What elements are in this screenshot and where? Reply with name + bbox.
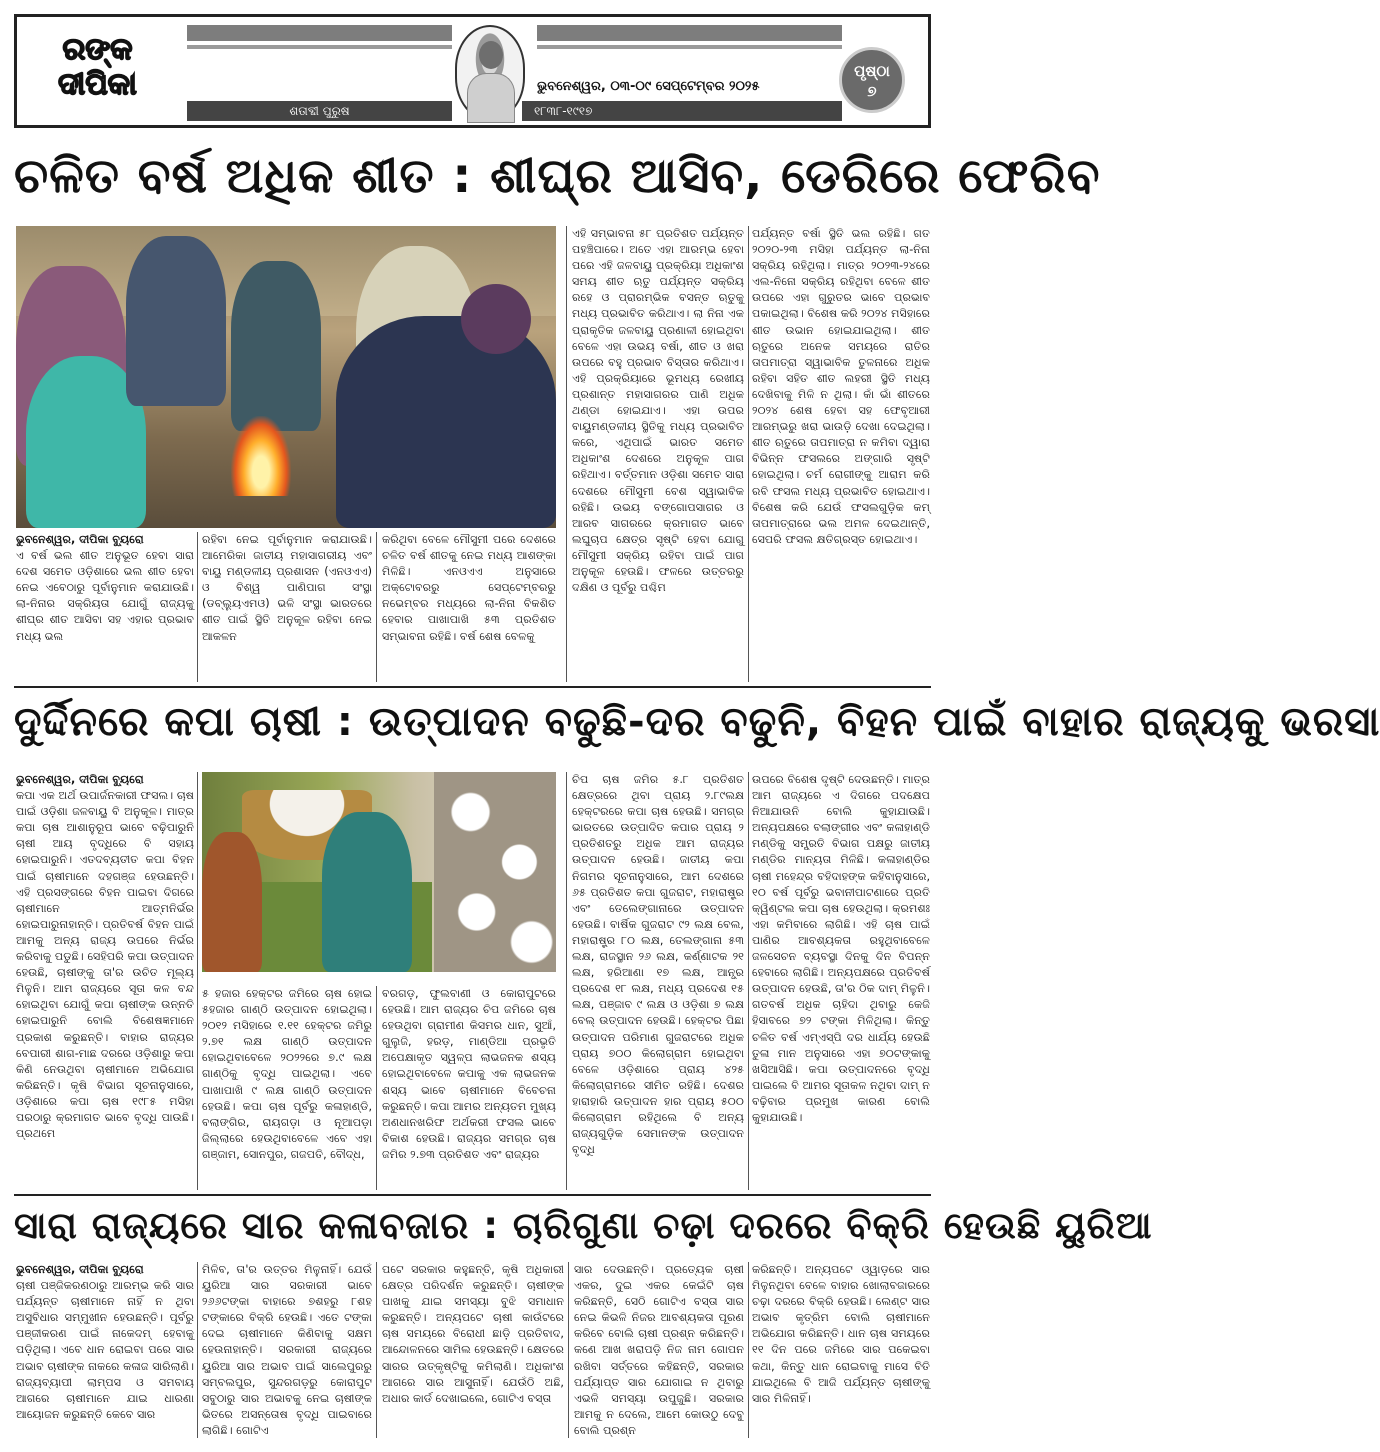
article-column (572, 226, 744, 682)
article-paragraph: ଉପରେ ବିଶେଷ ଦୃଷ୍ଟି ଦେଉଛନ୍ତି। ମାତ୍ର ଆମ ରାଜ୍ୟରେ ଏ ଦିଗରେ ପଦକ୍ଷେପ ନିଆଯାଉନି ବୋଲି କୁହାଯାଉଛି। ଅନ୍ୟପକ୍ଷରେ ବଲାଙ୍ଗୀର ଏବଂ କଳାହାଣ୍ଡି ମଣ୍ଡିକୁ ସମ୍ପ୍ରତି ବିଭାଗ ପକ୍ଷରୁ ଜାତୀୟ ମଣ୍ଡିର ମାନ୍ୟତା ମିଳିଛି। କଳାହାଣ୍ଡିର ଚାଷୀ ମହେନ୍ଦ୍ର ବହିଦାହଙ୍କ କହିବାନୁସାରେ, ୧୦ ବର୍ଷ ପୂର୍ବରୁ ଭବାନୀପାଟଣାରେ ପ୍ରତି କ୍ୱିଣ୍ଟଲ କପା ଚାଷ ହେଉଥିଲା। କ୍ରମଶଃ ଏହା କମିବାରେ ଲାଗିଛି। ଏହି ଚାଷ ପାଇଁ ପାଣିର ଆବଶ୍ୟକତା ରହୁଥିବାବେଳେ ଜଳସେଚନ ବ୍ୟବସ୍ଥା ଦିନକୁ ଦିନ ବିପନ୍ନ ହେବାରେ ଲାଗିଛି। ଅନ୍ୟପକ୍ଷରେ ପ୍ରତିବର୍ଷ ଉତ୍ପାଦନ ହେଉଛି, ତା'ର ଠିକ ଦାମ୍ ମିଳୁନି। ଗତବର୍ଷ ଅଧିକ ଚାହିଦା ଥିବାରୁ କେଜି ହିସାବରେ ୭୨ ଟଙ୍କା ମିଳିଥିଲା। କିନ୍ତୁ ଚଳିତ ବର୍ଷ ଏମ୍ଏସ୍ପି ଦର ଧାର୍ଯ୍ୟ ହେଉଛି ତୁଳା ମାନ ଅନୁସାରେ ଏହା ୭୦ଟଙ୍କାକୁ ଖସିଆସିଛି। କପା ଉତ୍ପାଦନରେ ବୃଦ୍ଧି ପାଇଲେ ବି ଆମର ସୂତାକଳ ନଥିବା ଦାମ୍ ନ ବଢ଼ିବାର ପ୍ରମୁଖ କାରଣ ବୋଲି କୁହାଯାଉଛି। (752, 773, 930, 1124)
founder-caption: ଶତାବ୍ଦୀ ପୁରୁଷ (187, 101, 452, 121)
column-divider (748, 226, 749, 682)
article-paragraph: କରିଛନ୍ତି। ଅନ୍ୟପଟେ ଓ୍ୱାଡ଼ରେ ସାର ମିଳୁନଥିବା ବେଳେ ବାହାର ଖୋଲାବଜାରରେ ଚଢ଼ା ଦରରେ ବିକ୍ରି ହେଉଛି। ଲେଣ୍ଟ ସାର ଅଭାବ କୃତ୍ରିମ ବୋଲି ଚାଷୀମାନେ ଅଭିଯୋଗ କରିଛନ୍ତି। ଧାନ ଚାଷ ସମୟରେ ୧୧ ଦିନ ପରେ ଜମିରେ ସାର ପକେଇବା କଥା, କିନ୍ତୁ ଧାନ ରୋଇବାକୁ ମାସେ ବିତି ଯାଇଥିଲେ ବି ଆଜି ପର୍ଯ୍ୟନ୍ତ ଚାଷୀଙ୍କୁ ସାର ମିଳିନାହିଁ। (752, 1263, 930, 1405)
article-column (572, 772, 744, 1190)
column-divider (566, 226, 567, 682)
article-headline[interactable]: ଚଳିତ ବର୍ଷ ଅଧିକ ଶୀତ : ଶୀଘ୍ର ଆସିବ, ଡେରିରେ ଫେରିବ (14, 148, 1101, 204)
article-headline[interactable]: ଦୁର୍ଦ୍ଦିନରେ କପା ଚାଷୀ : ଉତ୍ପାଦନ ବଢୁଛି-ଦର ବଢୁନି, ବିହନ ପାଇଁ ବାହାର ରାଜ୍ୟକୁ ଭରସା (14, 699, 1380, 745)
decor-rule (187, 45, 452, 49)
column-divider (748, 772, 749, 1190)
article-paragraph: ମିଳିବ, ତା'ର ଉତ୍ତର ମିଳୁନାହିଁ। ଯେଉଁ ୟୁରିଆ ସାର ସରକାରୀ ଭାବେ ୨୬୬ଟଙ୍କା ବାହାରେ ୭ଶହରୁ ୮ଶହ ଟଙ୍କାରେ ବିକ୍ରି ହେଉଛି। ଏତେ ଟଙ୍କା ଦେଇ ଚାଷୀମାନେ କିଣିବାକୁ ସକ୍ଷମ ହେଉନାହାନ୍ତି। ସରକାରୀ ରାଜ୍ୟରେ ୟୁରିଆ ସାର ଅଭାବ ପାଇଁ ସାଲେପୁରରୁ ସମ୍ବଲପୁର, ସୁନ୍ଦରଗଡ଼ରୁ କୋରାପୁଟ ସବୁଠାରୁ ସାର ଅଭାବକୁ ନେଇ ଚାଷୀଙ୍କ ଭିତରେ ଅସନ୍ତୋଷ ବୃଦ୍ଧି ପାଇବାରେ ଲାଗିଛି। ଗୋଟିଏ (202, 1263, 372, 1437)
masthead (14, 14, 931, 128)
photo-boy (126, 236, 226, 406)
article-column (202, 1262, 372, 1438)
section-divider (14, 1194, 931, 1196)
article-column (752, 1262, 930, 1438)
logo-line-1: ରଙ୍କ (62, 32, 133, 67)
photo-cap (461, 284, 531, 354)
article-column (202, 532, 372, 682)
page-number: ୭ (867, 82, 877, 100)
decor-rule (537, 45, 842, 49)
logo-line-2: ଦୀପିକା (58, 66, 137, 102)
column-divider (197, 1262, 198, 1438)
article-column (16, 532, 194, 682)
article-paragraph: ପର୍ଯ୍ୟନ୍ତ ବର୍ଷା ସ୍ଥିତି ଭଲ ରହିଛି। ଗତ ୨୦୨୦-୨୩ ମସିହା ପର୍ଯ୍ୟନ୍ତ ଲା-ନିନା ସକ୍ରିୟ ରହିଥିଲା। ମାତ୍ର ୨୦୨୩-୨୪ରେ ଏଲ-ନିନୋ ସକ୍ରିୟ ରହିଥିବା ବେଳେ ଶୀତ ଉପରେ ଏହା ଗୁରୁତର ଭାବେ ପ୍ରଭାବ ପକାଇଥିଲା। ବିଶେଷ କରି ୨୦୨୪ ମସିହାରେ ଶୀତ ଉଭାନ ହୋଇଯାଇଥିଲା। ଶୀତ ଋତୁରେ ଅନେକ ସମୟରେ ରାତିର ତାପମାତ୍ରା ସ୍ୱାଭାବିକ ତୁଳନାରେ ଅଧିକ ରହିବା ସହିତ ଶୀତ ଲହରୀ ସ୍ଥିତି ମଧ୍ୟ ଦେଖିବାକୁ ମିଳି ନ ଥିଲା। କାଁ ଭାଁ ଶୀତରେ ୨୦୨୪ ଶେଷ ହେବା ସହ ଫେବୃଆରୀ ଆରମ୍ଭରୁ ଖରା ଭାଉଡ଼ି ଦେଖା ଦେଇଥିଲା। ଶୀତ ଋତୁରେ ତାପମାତ୍ରା ନ କମିବା ଦ୍ୱାରା ବିଭିନ୍ନ ଫସଲରେ ଅଙ୍ଗାରି ସୃଷ୍ଟି ହୋଇଥିଲା। ଚର୍ମ ରୋଗୀଙ୍କୁ ଆରାମ କରି ରବି ଫସଲ ମଧ୍ୟ ପ୍ରଭାବିତ ହୋଇଥାଏ। ବିଶେଷ କରି ଯେଉଁ ଫସଲଗୁଡ଼ିକ କମ୍ ତାପମାତ୍ରାରେ ଭଲ ଅମଳ ଦେଇଥାନ୍ତି, ସେପରି ଫସଲ କ୍ଷତିଗ୍ରସ୍ତ ହୋଇଥାଏ। (752, 227, 930, 546)
dateline: ଭୁବନେଶ୍ୱର, ୦୩-୦୯ ସେପ୍ଟେମ୍ବର ୨୦୨୫ (537, 79, 760, 94)
column-divider (568, 1262, 569, 1438)
founder-years: ୧୮୩୮-୧୯୧୭ (522, 101, 842, 121)
column-divider (197, 772, 198, 1190)
column-divider (748, 1262, 749, 1438)
article-column (16, 1262, 194, 1438)
article-paragraph: କରିଥିବା ବେଳେ ମୌସୁମୀ ପରେ ଦେଶରେ ଚଳିତ ବର୍ଷ ଶୀତକୁ ନେଇ ମଧ୍ୟ ଆଶଙ୍କା ମିଳିଛି। ଏନଓଏଏ ଅନୁସାରେ ଅକ୍ଟୋବରରୁ ସେପ୍ଟେମ୍ବରରୁ ନଭେମ୍ବର ମଧ୍ୟରେ ଲା-ନିନା ବିକଶିତ ହେବାର ପାଖାପାଖି ୫୩ ପ୍ରତିଶତ ସମ୍ଭାବନା ରହିଛି। ବର୍ଷ ଶେଷ ବେଳକୁ (382, 533, 556, 643)
portrait-body-shape (467, 73, 515, 123)
article-column (382, 986, 556, 1190)
article-byline: ଭୁବନେଶ୍ୱର, ଦୀପିକା ବ୍ୟୁରୋ (16, 1263, 144, 1276)
photo-man (336, 316, 556, 528)
article-paragraph: ଏହି ସମ୍ଭାବନା ୫୮ ପ୍ରତିଶତ ପର୍ଯ୍ୟନ୍ତ ପହଞ୍ଚିପାରେ। ଅତେ ଏହା ଆରମ୍ଭ ହେବା ପରେ ଏହି ଜଳବାୟୁ ପ୍ରକ୍ରିୟା ଅଧିକାଂଶ ସମୟ ଶୀତ ଋତୁ ପର୍ଯ୍ୟନ୍ତ ସକ୍ରିୟ ରହେ ଓ ପ୍ରାରମ୍ଭିକ ବସନ୍ତ ଋତୁକୁ ମଧ୍ୟ ପ୍ରଭାବିତ କରିଥାଏ। ଲା ନିନା ଏକ ପ୍ରାକୃତିକ ଜଳବାୟୁ ପ୍ରଣାଳୀ ହୋଇଥିବା ବେଳେ ଏହା ଉଭୟ ବର୍ଷା, ଶୀତ ଓ ଖରା ଉପରେ ବହୁ ପ୍ରଭାବ ବିସ୍ତାର କରିଥାଏ। ଏହି ପ୍ରକ୍ରିୟାରେ ଭୂମଧ୍ୟ ରେଖୀୟ ପ୍ରଶାନ୍ତ ମହାସାଗରର ପାଣି ଅଧିକ ଥଣ୍ଡା ହୋଇଯାଏ। ଏହା ଉପର ବାୟୁମଣ୍ଡଳୀୟ ସ୍ଥିତିକୁ ମଧ୍ୟ ପ୍ରଭାବିତ କରେ, ଏଥିପାଇଁ ଭାରତ ସମେତ ଅଧିକାଂଶ ଦେଶରେ ଅନୁକୂଳ ପାଗ ରହିଥାଏ। ବର୍ତ୍ତମାନ ଓଡ଼ିଶା ସମେତ ସାରା ଦେଶରେ ମୌସୁମୀ ବେଶ ସ୍ୱାଭାବିକ ରହିଛି। ଉଭୟ ବଙ୍ଗୋପସାଗର ଓ ଆରବ ସାଗରରେ କ୍ରମାଗତ ଭାବେ ଲଘୁଚାପ କ୍ଷେତ୍ର ସୃଷ୍ଟି ହେବା ଯୋଗୁ ମୌସୁମୀ ସକ୍ରିୟ ରହିବା ପାଇଁ ପାଗ ଅନୁକୂଳ ହେଉଛି। ଫଳରେ ଉତ୍ତରରୁ ଦକ୍ଷିଣ ଓ ପୂର୍ବରୁ ପଶ୍ଚିମ (572, 227, 744, 595)
article-paragraph: ଚାଷୀ ପଞ୍ଜିକରଣଠାରୁ ଆରମ୍ଭ କରି ସାର ପର୍ଯ୍ୟନ୍ତ ଚାଷୀମାନେ ନାହିଁ ନ ଥିବା ଅସୁବିଧାର ସମ୍ମୁଖୀନ ହେଉଛନ୍ତି। ପୂର୍ବରୁ ପଞ୍ଜୀକରଣ ପାଇଁ ନାକେଦମ୍ ହେବାକୁ ପଡ଼ିଥିଲା। ଏବେ ଧାନ ରୋଇବା ପରେ ସାର ଅଭାବ ଚାଷୀଙ୍କ ନାକରେ କଳାଜ ସାରିଲାଣି। ରାଜ୍ୟବ୍ୟାପୀ ଲାମ୍ପସ ଓ ସମବାୟ ଆଗରେ ଚାଷୀମାନେ ଯାଇ ଧାରଣା ଆୟୋଜନ କରୁଛନ୍ତି କେବେ ସାର (16, 1279, 194, 1421)
page-number-badge (839, 47, 905, 113)
photo-cotton-bolls (434, 772, 556, 972)
article-column (382, 532, 556, 682)
column-divider (376, 1262, 377, 1438)
founder-portrait-image (455, 25, 525, 121)
article-paragraph: ରହିବା ନେଇ ପୂର୍ବାନୁମାନ କରାଯାଉଛି। ଆମେରିକା ଜାତୀୟ ମହାସାଗରୀୟ ଏବଂ ବାୟୁ ମଣ୍ଡଳୀୟ ପ୍ରଶାସନ (ଏନଓଏଏ) ଓ ବିଶ୍ୱ ପାଣିପାଗ ସଂସ୍ଥା (ଡବ୍ଲ୍ୟୁଏମଓ) ଭଳି ସଂସ୍ଥା ଭାରତରେ ଶୀତ ପାଇଁ ସ୍ଥିତି ଅନୁକୂଳ ରହିବା ନେଇ ଆକଳନ (202, 533, 372, 643)
column-divider (197, 532, 198, 682)
article-paragraph: କପା ଏକ ଅର୍ଥ ଉପାର୍ଜନକାରୀ ଫସଲ। ଚାଷ ପାଇଁ ଓଡ଼ିଶା ଜଳବାୟୁ ବି ଅନୁକୂଳ। ମାତ୍ର କପା ଚାଷ ଆଶାନୁରୂପ ଭାବେ ବଢ଼ିପାରୁନି ଚାଷୀ ଆୟ ବୃଦ୍ଧିରେ ବି ସହାୟ ହୋଇପାରୁନି। ଏତଦବ୍ୟତୀତ କପା ବିହନ ପାଇଁ ଚାଷୀମାନେ ଦହଗଞ୍ଜ ହେଉଛନ୍ତି। ଏହି ପ୍ରସଙ୍ଗରେ ବିହନ ପାଇବା ଦିଗରେ ଚାଷୀମାନେ ଆତ୍ମନିର୍ଭର ହୋଇପାରୁନାହାନ୍ତି। ପ୍ରତିବର୍ଷ ବିହନ ପାଇଁ ଆମକୁ ଅନ୍ୟ ରାଜ୍ୟ ଉପରେ ନିର୍ଭର କରିବାକୁ ପଡୁଛି। ସେହିପରି କପା ଉତ୍ପାଦନ ହେଉଛି, ଚାଷୀଙ୍କୁ ତା'ର ଉଚିତ ମୂଲ୍ୟ ମିଳୁନି। ଆମ ରାଜ୍ୟରେ ସୂତା କଳ ବନ୍ଦ ହୋଇଥିବା ଯୋଗୁଁ କପା ଚାଷୀଙ୍କ ଉନ୍ନତି ହୋଇପାରୁନି ବୋଲି ବିଶେଷଜ୍ଞମାନେ ପ୍ରକାଶ କରୁଛନ୍ତି। ବାହାର ରାଜ୍ୟର ବେପାରୀ ଶାଗ-ମାଛ ଦରରେ ଓଡ଼ିଶାରୁ କପା କିଣି ନେଉଥିବା ଚାଷୀମାନେ ଅଭିଯୋଗ କରିଛନ୍ତି। କୃଷି ବିଭାଗ ସୂଚନାନୁସାରେ, ଓଡ଼ିଶାରେ କପା ଚାଷ ୧୯୮୫ ମସିହା ପରଠାରୁ କ୍ରମାଗତ ଭାବେ ବୃଦ୍ଧି ପାଉଛି। ପ୍ରଥମେ (16, 789, 194, 1141)
article-paragraph: ବରଗଡ଼, ଫୁଲବାଣୀ ଓ କୋରାପୁଟରେ ହେଉଛି। ଆମ ରାଜ୍ୟର ଚିପ ଜମିରେ ଚାଷ ହେଉଥିବା ଗ୍ରାମୀଣ କିସମର ଧାନ, ସୁଆଁ, ଗୁଲୁଜି, ହରଡ଼, ମାଣ୍ଡିଆ ପ୍ରଭୃତି ଅପେକ୍ଷାକୃତ ସ୍ୱଳ୍ପ ଲାଭଜନକ ଶସ୍ୟ ହୋଇଥିବାବେଳେ କପାକୁ ଏକ ଲାଭଜନକ ଶସ୍ୟ ଭାବେ ଚାଷୀମାନେ ବିବେଚନା କରୁଛନ୍ତି। କପା ଆମର ଅନ୍ୟତମ ମୁଖ୍ୟ ଅଣଧାନଖରିଫ ଅର୍ଥକରୀ ଫସଲ ଭାବେ ବିକାଶ ହେଉଛି। ରାଜ୍ୟର ସମଗ୍ର ଚାଷ ଜମିର ୨.୭୩ ପ୍ରତିଶତ ଏବଂ ରାଜ୍ୟର (382, 987, 556, 1161)
decor-bar (537, 25, 842, 41)
article-paragraph: ପଟେ ସରକାର କହୁଛନ୍ତି, କୃଷି ଅଧିକାରୀ କ୍ଷେତ୍ର ପରିଦର୍ଶନ କରୁଛନ୍ତି। ଚାଷୀଙ୍କ ପାଖକୁ ଯାଇ ସମସ୍ୟା ବୁଝି ସମାଧାନ କରୁଛନ୍ତି। ଅନ୍ୟପଟେ ଚାଷୀ କାଉଁଟରେ ଚାଷ ସମୟରେ ବିରୋଧୀ ଛାଡ଼ି ପ୍ରତିବାଦ, ଆନ୍ଦୋଳନରେ ସାମିଲ ହେଉଛନ୍ତି। କ୍ଷେତରେ ସାରର ଉତ୍କୃଷ୍ଟିକୁ କମିଲାଣି। ଅଧିକାଂଶ ଆଗରେ ସାର ଆସୁନାହିଁ। ଯେଉଁଠି ଅଛି, ଅଧାର କାର୍ଡ ଦେଖାଇଲେ, ଗୋଟିଏ ବସ୍ତା (382, 1263, 564, 1405)
article-byline: ଭୁବନେଶ୍ୱର, ଦୀପିକା ବ୍ୟୁରୋ (16, 533, 144, 546)
column-divider (376, 986, 377, 1190)
article-photo-cotton-harvest[interactable] (202, 772, 556, 972)
photo-fire (231, 416, 291, 496)
article-column (752, 772, 930, 1190)
article-paragraph: ସାର ଦେଉଛନ୍ତି। ପ୍ରତ୍ୟେକ ଚାଷୀ ଏକର, ଦୁଇ ଏକର କେଇଁଟି ଚାଷ କରିଛନ୍ତି, ସେଠି ଗୋଟିଏ ବସ୍ତା ସାର ନେଇ କିଭଳି ନିଜର ଆବଶ୍ୟକତା ପୂରଣ କରିବେ ବୋଲି ଚାଷୀ ପ୍ରଶ୍ନ କରିଛନ୍ତି। କଣେ ଆଖ ଖରାପଡ଼ି ନିଜ ନାମ ଗୋପନ ରଖିବା ସର୍ତ୍ତରେ କହିଛନ୍ତି, ସରକାର ପର୍ଯ୍ୟାପ୍ତ ସାର ଯୋଗାଇ ନ ଥିବାରୁ ଏଭଳି ସମସ୍ୟା ଉପୁଜୁଛି। ସରକାର ଆମକୁ ନ ଦେଲେ, ଆମେ କୋଉଠୁ ଦେବୁ ବୋଲି ପ୍ରଶ୍ନ (574, 1263, 744, 1437)
photo-man (322, 812, 412, 972)
newspaper-logo[interactable] (25, 27, 170, 117)
column-divider (566, 772, 567, 1190)
article-paragraph: ଚିପ ଚାଷ ଜମିର ୫.୮ ପ୍ରତିଶତ କ୍ଷେତ୍ରରେ ଥିବା ପ୍ରାୟ ୨.୮୯ଲକ୍ଷ ହେକ୍ଟରରେ କପା ଚାଷ ହେଉଛି। ସମଗ୍ର ଭାରତରେ ଉତ୍ପାଦିତ କପାର ପ୍ରାୟ ୨ ପ୍ରତିଶତରୁ ଅଧିକ ଆମ ରାଜ୍ୟର ଉତ୍ପାଦନ ହେଉଛି। ଜାତୀୟ କପା ନିଗମର ସୂଚନାନୁସାରେ, ଆମ ଦେଶରେ ୬୫ ପ୍ରତିଶତ କପା ଗୁଜରାଟ, ମହାରାଷ୍ଟ୍ର ଏବଂ ତେଲେଙ୍ଗାନାରେ ଉତ୍ପାଦନ ହେଉଛି। ବାର୍ଷିକ ଗୁଜରାଟ ୯୨ ଲକ୍ଷ ବେଲ, ମହାରାଷ୍ଟ୍ର ୮୦ ଲକ୍ଷ, ତେଲଙ୍ଗାନା ୫୩ ଲକ୍ଷ, ରାଜସ୍ଥାନ ୨୬ ଲକ୍ଷ, କର୍ଣ୍ଣାଟକ ୨୧ ଲକ୍ଷ, ହରିଆଣା ୧୭ ଲକ୍ଷ, ଆନ୍ଧ୍ର ପ୍ରଦେଶ ୧୮ ଲକ୍ଷ, ମଧ୍ୟ ପ୍ରଦେଶ ୧୫ ଲକ୍ଷ, ପଞ୍ଜାବ ୯ ଲକ୍ଷ ଓ ଓଡ଼ିଶା ୭ ଲକ୍ଷ ବେଲ୍ ଉତ୍ପାଦନ ହେଉଛି। ହେକ୍ଟର ପିଛା ଉତ୍ପାଦନ ପରିମାଣ ଗୁଜରାଟରେ ଅଧିକ ପ୍ରାୟ ୭୦୦ କିଲୋଗ୍ରାମ ହୋଇଥିବା ବେଳେ ଓଡ଼ିଶାରେ ପ୍ରାୟ ୪୨୫ କିଲୋଗ୍ରାମରେ ସୀମିତ ରହିଛି। ଦେଶର ହାରାହାରି ଉତ୍ପାଦନ ହାର ପ୍ରାୟ ୫୦୦ କିଲୋଗ୍ରାମ ରହିଥିଲେ ବି ଅନ୍ୟ ରାଜ୍ୟଗୁଡ଼ିକ ସେମାନଙ୍କ ଉତ୍ପାଦନ ବୃଦ୍ଧି (572, 773, 744, 1157)
article-column (574, 1262, 744, 1438)
article-column (16, 772, 194, 1190)
article-paragraph: ଏ ବର୍ଷ ଭଲ ଶୀତ ଅନୁଭୂତ ହେବା ସାରା ଦେଶ ସମେତ ଓଡ଼ିଶାରେ ଭଲ ଶୀତ ହେବା ନେଇ ଏବେଠାରୁ ପୂର୍ବାନୁମାନ କରାଯାଉଛି। ଲା-ନିନାର ସକ୍ରିୟତା ଯୋଗୁଁ ରାଜ୍ୟକୁ ଶୀଘ୍ର ଶୀତ ଆସିବା ସହ ଏହାର ପ୍ରଭାବ ମଧ୍ୟ ଭଲ (16, 549, 194, 643)
article-photo-bonfire[interactable] (16, 226, 556, 528)
page-label: ପୃଷ୍ଠା (854, 62, 890, 80)
article-byline: ଭୁବନେଶ୍ୱର, ଦୀପିକା ବ୍ୟୁରୋ (16, 773, 144, 786)
article-column (752, 226, 930, 682)
article-column (202, 986, 372, 1190)
photo-woman (202, 832, 262, 972)
section-divider (14, 686, 931, 688)
decor-bar (187, 25, 452, 41)
article-paragraph: ୫ ହଜାର ହେକ୍ଟର ଜମିରେ ଚାଷ ହୋଇ ୫ହଜାର ଗାଣ୍ଠି ଉତ୍ପାଦନ ହୋଇଥିଲା। ୨୦୧୨ ମସିହାରେ ୧.୧୧ ହେକ୍ଟର ଜମିରୁ ୨.୭୧ ଲକ୍ଷ ଗାଣ୍ଠି ଉତ୍ପାଦନ ହୋଇଥିବାବେଳେ ୨୦୨୨ରେ ୭.୯ ଲକ୍ଷ ଗାଣ୍ଠିକୁ ବୃଦ୍ଧି ପାଇଥିଲା। ଏବେ ପାଖାପାଖି ୯ ଲକ୍ଷ ଗାଣ୍ଠି ଉତ୍ପାଦନ ହେଉଛି। କପା ଚାଷ ପୂର୍ବରୁ କଳାହାଣ୍ଡି, ବଲାଙ୍ଗିର, ରାୟଗଡ଼ା ଓ ନୂଆପଡ଼ା ଜିଲ୍ଲାରେ ହେଉଥିବାବେଳେ ଏବେ ଏହା ଗଞ୍ଜାମ, ସୋନପୁର, ଗଜପତି, ବୌଦ୍ଧ, (202, 987, 372, 1161)
article-headline[interactable]: ସାରା ରାଜ୍ୟରେ ସାର କଳାବଜାର : ଚାରିଗୁଣା ଚଢ଼ା ଦରରେ ବିକ୍ରି ହେଉଛି ୟୁରିଆ (14, 1204, 1153, 1247)
column-divider (376, 532, 377, 682)
article-column (382, 1262, 564, 1438)
photo-boy (231, 261, 321, 431)
portrait-head-shape (479, 41, 503, 69)
